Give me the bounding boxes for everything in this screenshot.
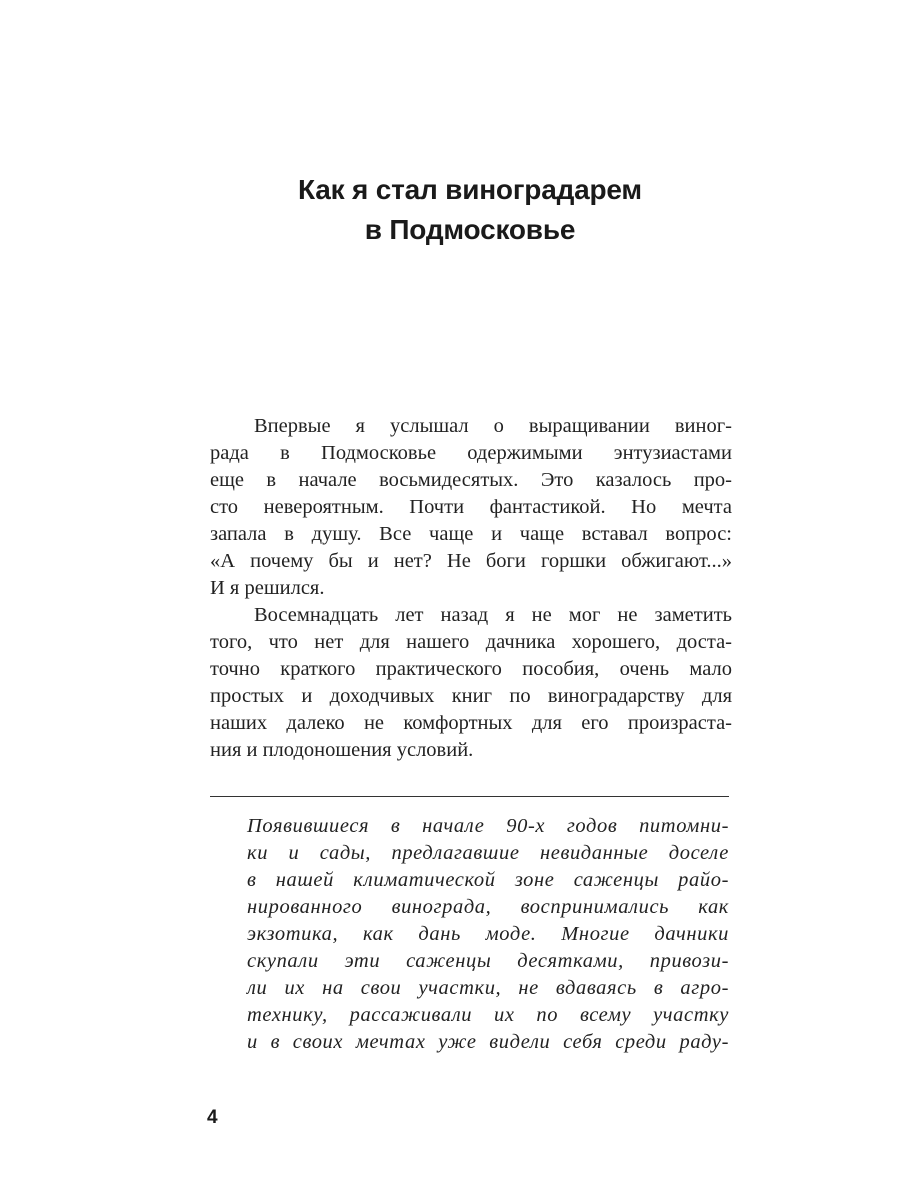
- body-text: [210, 413, 732, 764]
- text-line: запала в душу. Все чаще и чаще вставал вопрос:: [210, 523, 732, 545]
- aside-line: технику, рассаживали их по всему участку: [247, 1004, 729, 1026]
- aside-line: экзотика, как дань моде. Многие дачники: [247, 923, 729, 945]
- text-line: «А почему бы и нет? Не боги горшки обжигают...»: [210, 550, 732, 572]
- text-line: простых и доходчивых книг по виноградарству для: [210, 685, 732, 707]
- text-line: точно краткого практического пособия, очень мало: [210, 658, 732, 680]
- paragraph-2: [210, 602, 732, 764]
- aside-line: в нашей климатической зоне саженцы райо-: [247, 869, 729, 891]
- aside-line: нированного винограда, воспринимались как: [247, 896, 729, 918]
- chapter-title: [210, 170, 730, 250]
- text-line: наших далеко не комфортных для его произраста-: [210, 712, 732, 734]
- aside-italic-text: [247, 813, 729, 1056]
- aside-line: скупали эти саженцы десятками, привози-: [247, 950, 729, 972]
- text-line: сто невероятным. Почти фантастикой. Но мечта: [210, 496, 732, 518]
- text-line: И я решился.: [210, 577, 325, 599]
- text-line: того, что нет для нашего дачника хорошего, доста-: [210, 631, 732, 653]
- aside-line: Появившиеся в начале 90-х годов питомни-: [247, 815, 729, 837]
- text-line: еще в начале восьмидесятых. Это казалось про-: [210, 469, 732, 491]
- chapter-title-line-1: Как я стал виноградарем: [298, 174, 642, 205]
- text-line: рада в Подмосковье одержимыми энтузиастами: [210, 442, 732, 464]
- text-line: Восемнадцать лет назад я не мог не заметить: [254, 604, 732, 626]
- aside-line: и в своих мечтах уже видели себя среди раду-: [247, 1031, 729, 1053]
- page-number: 4: [207, 1107, 218, 1128]
- chapter-title-line-2: в Подмосковье: [364, 214, 576, 245]
- text-line: ния и плодоношения условий.: [210, 739, 474, 761]
- text-line: Впервые я услышал о выращивании виног-: [254, 415, 732, 437]
- paragraph-1: [210, 413, 732, 602]
- aside-line: ли их на свои участки, не вдаваясь в агро-: [247, 977, 729, 999]
- aside-line: ки и сады, предлагавшие невиданные доселе: [247, 842, 729, 864]
- section-divider: [210, 796, 729, 797]
